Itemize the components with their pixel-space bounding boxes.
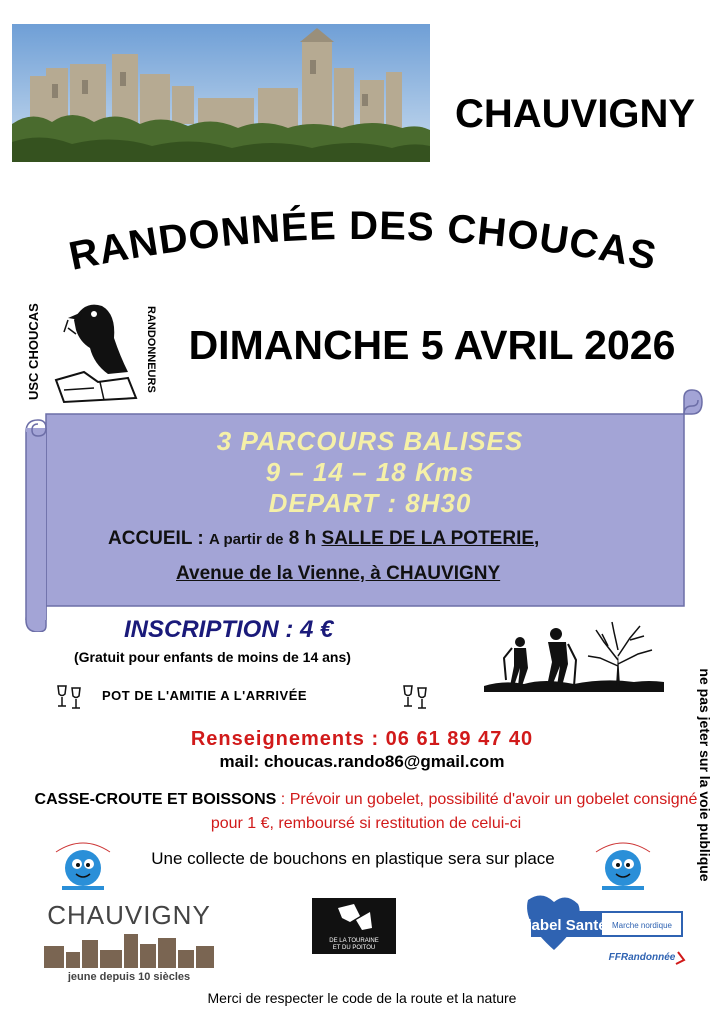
town-name: CHAUVIGNY <box>454 92 696 136</box>
food-info <box>26 788 706 836</box>
food-text: : Prévoir un gobelet, possibilité d'avoir un gobelet consigné pour 1 €, remboursé si restitution de celui-ci <box>210 791 698 832</box>
accueil-time: 8 h <box>288 528 317 549</box>
food-label: CASSE-CROUTE ET BOISSONS <box>34 791 277 808</box>
inscription-note: (Gratuit pour enfants de moins de 14 ans) <box>74 649 351 665</box>
bouchons-mascot-logo <box>588 838 658 894</box>
ca-line2: ET DU POITOU <box>332 945 376 951</box>
accueil-from: A partir de <box>209 531 284 548</box>
accueil-address: Avenue de la Vienne, à CHAUVIGNY <box>176 563 501 584</box>
depart-line: DEPART : 8H30 <box>268 488 472 518</box>
pot-amitie: POT DE L'AMITIE A L'ARRIVÉE <box>102 688 308 703</box>
wine-glasses-icon <box>400 684 430 710</box>
event-date: DIMANCHE 5 AVRIL 2026 <box>188 322 676 368</box>
club-logo-left-text: USC CHOUCAS <box>26 303 41 400</box>
event-title <box>20 200 700 290</box>
ffr-text: FFRandonnée <box>608 952 676 963</box>
accueil-label: ACCUEIL : <box>108 528 204 549</box>
chauvigny-logo <box>40 896 218 982</box>
label-sante-text: label Santé <box>527 917 607 934</box>
distances-line: 9 – 14 – 18 Kms <box>265 457 475 487</box>
side-notice <box>690 620 720 930</box>
castle-photo <box>12 24 430 162</box>
parcours-line: 3 PARCOURS BALISES <box>216 426 524 456</box>
event-title-text: RANDONNÉE DES CHOUCAS <box>65 203 661 279</box>
contact-mail[interactable]: mail: choucas.rando86@gmail.com <box>219 752 505 771</box>
accueil-place: SALLE DE LA POTERIE, <box>321 528 540 549</box>
ca-line1: DE LA TOURAINE <box>329 938 379 944</box>
chauvigny-logo-text: CHAUVIGNY <box>47 900 211 930</box>
collecte-bouchons: Une collecte de bouchons en plastique sera sur place <box>151 849 555 868</box>
side-notice-text: ne pas jeter sur la voie publique <box>697 668 713 882</box>
marche-nordique-text: Marche nordique <box>611 921 673 930</box>
accueil-line <box>108 528 668 550</box>
banner-text <box>60 426 680 519</box>
bouchons-mascot-logo <box>48 838 118 894</box>
chauvigny-tagline: jeune depuis 10 siècles <box>67 971 191 982</box>
hikers-silhouette <box>484 620 664 700</box>
footer-note: Merci de respecter le code de la route et la nature <box>207 990 517 1006</box>
inscription-price: INSCRIPTION : 4 € <box>124 616 334 643</box>
credit-agricole-logo <box>312 898 396 954</box>
club-logo-right-text: RANDONNEURS <box>145 306 157 393</box>
contact-phone: Renseignements : 06 61 89 47 40 <box>190 728 534 750</box>
svg-text:RANDONNÉE DES CHOUCAS <box>65 204 660 279</box>
label-sante-logo <box>508 890 692 972</box>
wine-glasses-icon <box>54 684 84 710</box>
